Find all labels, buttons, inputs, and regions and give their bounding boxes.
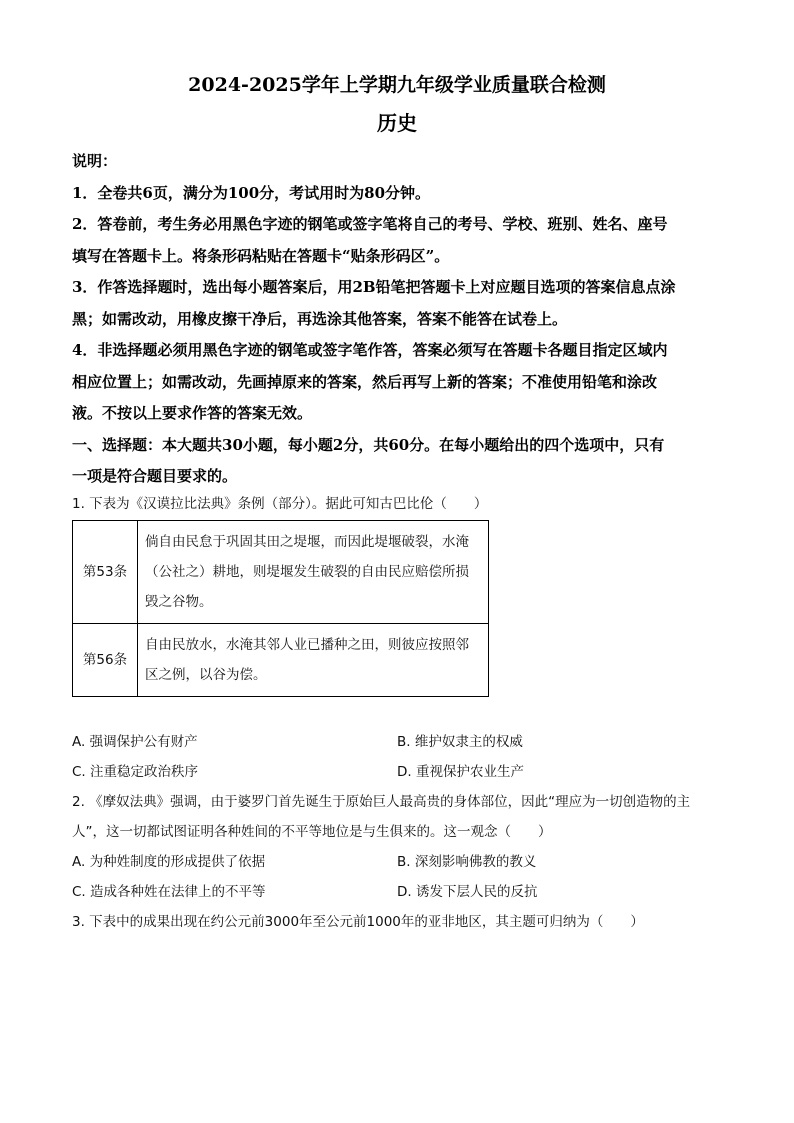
question-1-options bbox=[72, 727, 724, 787]
instruction-line: 2．答卷前，考生务必用黑色字迹的钢笔或签字笔将自己的考号、学校、班别、姓名、座号 bbox=[72, 215, 668, 233]
instructions-heading: 说明： bbox=[72, 152, 118, 170]
option-c[interactable]: C. 注重稳定政治秩序 bbox=[72, 764, 199, 780]
question-1-table bbox=[72, 520, 489, 697]
table-row bbox=[73, 521, 489, 624]
option-c[interactable]: C. 造成各种姓在法律上的不平等 bbox=[72, 884, 266, 900]
instruction-line: 液。不按以上要求作答的答案无效。 bbox=[72, 404, 313, 422]
instruction-line: 4．非选择题必须用黑色字迹的钢笔或签字笔作答，答案必须写在答题卡各题目指定区域内 bbox=[72, 341, 668, 359]
table-cell-label: 第53条 bbox=[73, 521, 138, 624]
table-cell-label: 第56条 bbox=[73, 624, 138, 697]
table-cell-text: 自由民放水，水淹其邻人业已播种之田，则彼应按照邻区之例，以谷为偿。 bbox=[138, 624, 489, 697]
option-a[interactable]: A. 为种姓制度的形成提供了依据 bbox=[72, 854, 266, 870]
section-heading-line: 一、选择题：本大题共30小题，每小题2分，共60分。在每小题给出的四个选项中，只有 bbox=[72, 435, 665, 454]
question-3-stem: 3. 下表中的成果出现在约公元前3000年至公元前1000年的亚非地区，其主题可归纳为（ ） bbox=[72, 914, 644, 930]
section-heading-line: 一项是符合题目要求的。 bbox=[72, 467, 238, 485]
instruction-line: 填写在答题卡上。将条形码粘贴在答题卡“贴条形码区”。 bbox=[72, 246, 450, 265]
option-b[interactable]: B. 深刻影响佛教的教义 bbox=[397, 854, 537, 870]
question-2-stem-line: 人”，这一切都试图证明各种姓间的不平等地位是与生俱来的。这一观念（ ） bbox=[72, 824, 552, 840]
option-a[interactable]: A. 强调保护公有财产 bbox=[72, 734, 198, 750]
instructions bbox=[72, 146, 724, 493]
table-cell-text: 倘自由民怠于巩固其田之堤堰，而因此堤堰破裂，水淹（公社之）耕地，则堤堰发生破裂的自由民应赔偿所损毁之谷物。 bbox=[138, 521, 489, 624]
option-d[interactable]: D. 诱发下层人民的反抗 bbox=[397, 884, 538, 900]
question-1 bbox=[72, 491, 724, 787]
question-1-stem: 1. 下表为《汉谟拉比法典》条例（部分）。据此可知古巴比伦（ ） bbox=[72, 496, 488, 512]
exam-title: 2024-2025学年上学期九年级学业质量联合检测 bbox=[188, 74, 606, 96]
spacer bbox=[72, 697, 724, 727]
question-2-stem-line: 2. 《摩奴法典》强调，由于婆罗门首先诞生于原始巨人最高贵的身体部位，因此“理应为一切创造物的主 bbox=[72, 794, 691, 810]
option-b[interactable]: B. 维护奴隶主的权威 bbox=[397, 734, 523, 750]
instruction-line: 1．全卷共6页，满分为100分，考试用时为80分钟。 bbox=[72, 183, 431, 202]
instruction-line: 相应位置上；如需改动，先画掉原来的答案，然后再写上新的答案；不准使用铅笔和涂改 bbox=[72, 372, 658, 391]
subject-title: 历史 bbox=[377, 111, 417, 135]
instruction-line: 黑；如需改动，用橡皮擦干净后，再选涂其他答案，答案不能答在试卷上。 bbox=[72, 309, 568, 328]
option-d[interactable]: D. 重视保护农业生产 bbox=[397, 764, 524, 780]
questions bbox=[72, 491, 724, 937]
instruction-line: 3．作答选择题时，选出每小题答案后，用2B铅笔把答题卡上对应题目选项的答案信息点涂 bbox=[72, 278, 676, 296]
table-row bbox=[73, 624, 489, 697]
question-2-options bbox=[72, 847, 724, 907]
question-3 bbox=[72, 907, 724, 937]
question-2 bbox=[72, 787, 724, 907]
